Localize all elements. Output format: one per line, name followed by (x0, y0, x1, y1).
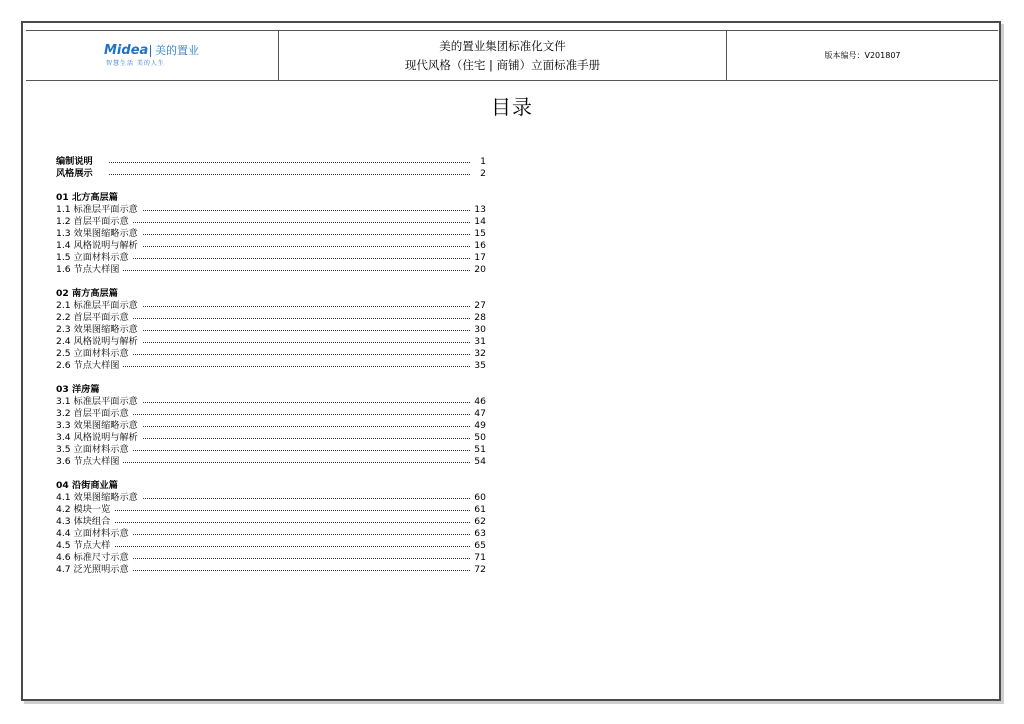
toc-entry[interactable] (56, 396, 486, 408)
title-cell (279, 31, 727, 80)
toc-entry-label: 2.2 首层平面示意 (56, 312, 133, 324)
document-title: 现代风格（住宅 | 商铺）立面标准手册 (404, 58, 601, 72)
toc-entry-label: 风格展示 (56, 168, 109, 180)
document-series-title: 美的置业集团标准化文件 (439, 39, 566, 53)
toc-entry[interactable] (56, 216, 486, 228)
toc-entry-label: 2.4 风格说明与解析 (56, 336, 142, 348)
toc-entry[interactable] (56, 336, 486, 348)
toc-entry-page: 49 (470, 420, 486, 432)
toc-entry-label: 1.3 效果图缩略示意 (56, 228, 142, 240)
toc-entry-label: 2.5 立面材料示意 (56, 348, 133, 360)
toc-entry-page: 20 (470, 264, 486, 276)
toc-entry-page: 15 (470, 228, 486, 240)
toc-entry-label: 3.4 风格说明与解析 (56, 432, 142, 444)
toc-entry-label: 4.4 立面材料示意 (56, 528, 133, 540)
toc-entry-label: 3.6 节点大样图 (56, 456, 123, 468)
toc-entry-page: 27 (470, 300, 486, 312)
toc-leader-dots (56, 174, 470, 175)
toc-entry-label: 3.3 效果图缩略示意 (56, 420, 142, 432)
toc-entry[interactable] (56, 504, 486, 516)
toc-entry[interactable] (56, 204, 486, 216)
toc-entry-page: 1 (470, 156, 486, 168)
toc-entry-page: 71 (470, 552, 486, 564)
toc-entry-label: 2.6 节点大样图 (56, 360, 123, 372)
logo-cell (26, 31, 279, 80)
toc-entry-label: 4.5 节点大样 (56, 540, 114, 552)
toc-entry-label: 4.2 模块一览 (56, 504, 114, 516)
midea-logo (104, 44, 214, 70)
toc-entry[interactable] (56, 432, 486, 444)
toc-entry[interactable] (56, 300, 486, 312)
toc-entry-label: 3.1 标准层平面示意 (56, 396, 142, 408)
toc-leader-dots (56, 522, 470, 523)
toc-section (56, 480, 486, 576)
toc-section (56, 384, 486, 468)
version-cell (727, 31, 998, 80)
logo-brand: Midea (104, 43, 149, 58)
toc-entry-page: 2 (470, 168, 486, 180)
toc-entry-label: 1.6 节点大样图 (56, 264, 123, 276)
toc-entry[interactable] (56, 168, 486, 180)
toc-entry-label: 1.5 立面材料示意 (56, 252, 133, 264)
toc-entry-page: 63 (470, 528, 486, 540)
page-title: 目录 (491, 95, 533, 119)
toc-entry-page: 13 (470, 204, 486, 216)
toc-entry-label: 1.2 首层平面示意 (56, 216, 133, 228)
toc-entry-label: 1.4 风格说明与解析 (56, 240, 142, 252)
toc-entry-label: 2.3 效果图缩略示意 (56, 324, 142, 336)
toc-entry[interactable] (56, 516, 486, 528)
toc-entry[interactable] (56, 240, 486, 252)
toc-entry[interactable] (56, 492, 486, 504)
toc-section-title[interactable]: 02 南方高层篇 (56, 288, 118, 299)
toc-entry[interactable] (56, 360, 486, 372)
toc-entry-page: 46 (470, 396, 486, 408)
toc-entry[interactable] (56, 456, 486, 468)
toc-entry-label: 4.3 体块组合 (56, 516, 114, 528)
toc-section (56, 288, 486, 372)
toc-entry-page: 51 (470, 444, 486, 456)
toc-entry-label: 4.7 泛光照明示意 (56, 564, 133, 576)
toc-entry[interactable] (56, 312, 486, 324)
logo-chinese-name: 美的置业 (155, 44, 199, 57)
toc-section-title[interactable]: 03 洋房篇 (56, 384, 100, 395)
toc-entry[interactable] (56, 348, 486, 360)
toc-entry-label: 4.1 效果图缩略示意 (56, 492, 142, 504)
toc-entry-page: 50 (470, 432, 486, 444)
toc-section-title[interactable]: 04 沿街商业篇 (56, 480, 118, 491)
toc-entry-label: 2.1 标准层平面示意 (56, 300, 142, 312)
toc-entry[interactable] (56, 420, 486, 432)
toc-entry-label: 3.2 首层平面示意 (56, 408, 133, 420)
toc-entry[interactable] (56, 564, 486, 576)
toc-entry-page: 65 (470, 540, 486, 552)
toc-entry[interactable] (56, 264, 486, 276)
toc-entry-page: 47 (470, 408, 486, 420)
toc-entry[interactable] (56, 552, 486, 564)
toc-entry-page: 35 (470, 360, 486, 372)
toc-entry-page: 28 (470, 312, 486, 324)
toc-entry[interactable] (56, 252, 486, 264)
toc-intro-group (56, 156, 486, 180)
toc-entry-page: 14 (470, 216, 486, 228)
toc-entry-page: 61 (470, 504, 486, 516)
logo-divider (150, 45, 151, 57)
toc-entry[interactable] (56, 228, 486, 240)
toc-entry[interactable] (56, 444, 486, 456)
toc-entry-page: 16 (470, 240, 486, 252)
toc-entry-page: 31 (470, 336, 486, 348)
toc-entry[interactable] (56, 540, 486, 552)
toc-entry-page: 62 (470, 516, 486, 528)
document-header (26, 30, 998, 81)
toc-entry-page: 72 (470, 564, 486, 576)
toc-entry-page: 60 (470, 492, 486, 504)
toc-leader-dots (56, 510, 470, 511)
toc-entry-label: 4.6 标准尺寸示意 (56, 552, 133, 564)
toc-entry-label: 编制说明 (56, 156, 109, 168)
toc-entry[interactable] (56, 324, 486, 336)
toc-entry-label: 1.1 标准层平面示意 (56, 204, 142, 216)
toc-entry-page: 54 (470, 456, 486, 468)
toc-entry[interactable] (56, 408, 486, 420)
table-of-contents (56, 156, 486, 588)
toc-leader-dots (56, 162, 470, 163)
toc-entry-label: 3.5 立面材料示意 (56, 444, 133, 456)
toc-entry-page: 30 (470, 324, 486, 336)
toc-section-title[interactable]: 01 北方高层篇 (56, 192, 118, 203)
toc-leader-dots (56, 546, 470, 547)
logo-tagline: 智慧生活 美的人生 (106, 60, 165, 67)
version-number: 版本编号：V201807 (824, 51, 901, 60)
toc-section (56, 192, 486, 276)
toc-entry[interactable] (56, 156, 486, 168)
toc-entry-page: 32 (470, 348, 486, 360)
toc-entry[interactable] (56, 528, 486, 540)
toc-entry-page: 17 (470, 252, 486, 264)
